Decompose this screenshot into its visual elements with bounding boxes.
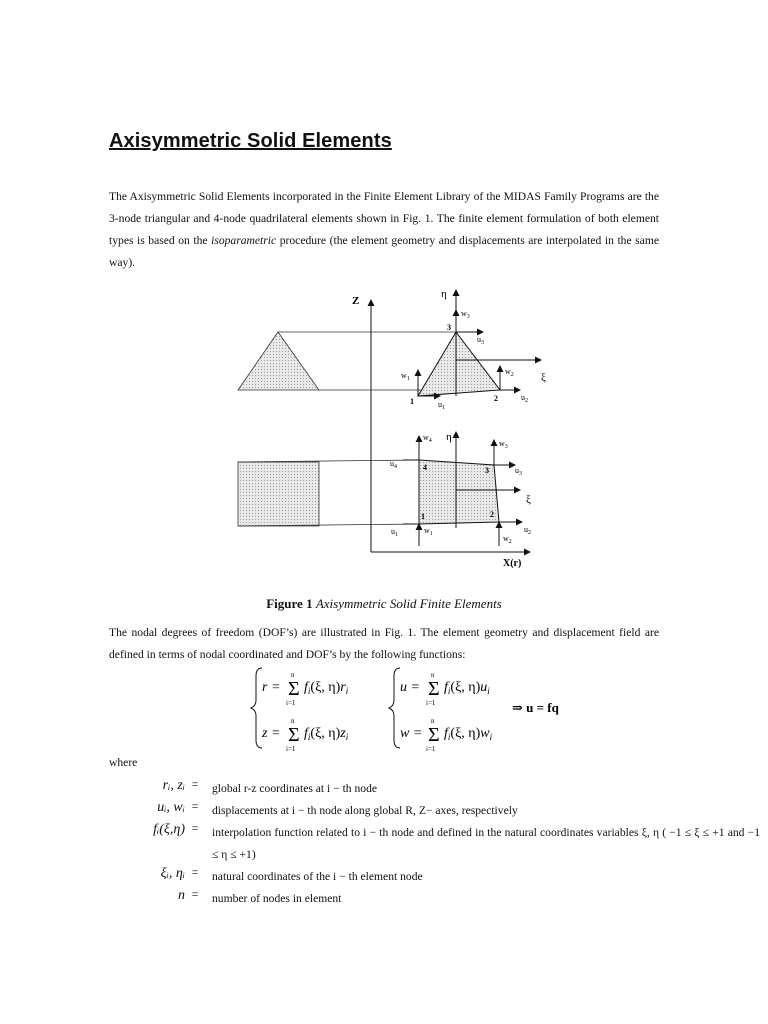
dof-paragraph: The nodal degrees of freedom (DOF’s) are illustrated in Fig. 1. The element geometry and displacement field are defined in terms of nodal coordinated and DOF’s by the following functions: bbox=[109, 626, 659, 661]
intro-text-2: procedure (the element geometry and displacements are interpolated in the same way). bbox=[109, 234, 659, 269]
svg-text:n: n bbox=[431, 717, 435, 725]
svg-text:w4: $w_4$ bbox=[423, 433, 432, 444]
svg-text:fi(ξ, η)wi: $f_i(\xi$, $\eta)w_i$ bbox=[444, 726, 493, 742]
intro-text-1: The Axisymmetric Solid Elements incorporated in the Finite Element Library of the MIDAS Family Programs are the 3-node triangular and 4-node quadrilateral elements shown in Fig. 1. The finite element formulation of both element types is based on the bbox=[109, 190, 659, 247]
where-label: where bbox=[109, 756, 138, 769]
svg-text:u2: $u_2$ bbox=[524, 525, 531, 536]
quad-left-section bbox=[238, 462, 319, 526]
svg-text:n: n bbox=[431, 671, 435, 679]
tri-xi-label: ξ bbox=[541, 372, 546, 384]
svg-text:n: n bbox=[291, 717, 295, 725]
svg-text:u =: u = bbox=[400, 680, 420, 695]
svg-text:Σ: Σ bbox=[428, 678, 440, 700]
quad-xi-label: ξ bbox=[526, 494, 531, 506]
equation-result: ⇒ u = fq bbox=[512, 700, 559, 715]
svg-text:fi(ξ, η)ri: $f_i(\xi$, $\eta)r_i$ bbox=[304, 680, 349, 696]
definition-text: global r-z coordinates at i − th node bbox=[212, 782, 378, 795]
svg-text:w2: $w_2$ bbox=[503, 534, 512, 545]
intro-italic: isoparametric bbox=[211, 234, 277, 247]
quad-node-3: 3 bbox=[485, 466, 489, 475]
tri-node-3: 3 bbox=[447, 323, 451, 332]
svg-text:Σ: Σ bbox=[288, 724, 300, 746]
svg-text:z =: z = bbox=[262, 726, 281, 741]
quad-eta-label: η bbox=[446, 431, 452, 443]
definition-text: natural coordinates of the i − th element node bbox=[212, 870, 423, 883]
svg-text:fi(ξ, η)zi: $f_i(\xi$, $\eta)z_i$ bbox=[304, 726, 349, 742]
figure-caption: Figure 1 Axisymmetric Solid Finite Elements bbox=[266, 596, 502, 611]
equation-r bbox=[262, 671, 349, 707]
svg-text:w3: $w_3$ bbox=[499, 439, 508, 450]
definition-text: number of nodes in element bbox=[212, 892, 342, 905]
svg-text:w3: $w_3$ bbox=[461, 309, 470, 320]
svg-text:i=1: i=1 bbox=[426, 699, 436, 707]
quad-node-2: 2 bbox=[490, 510, 494, 519]
svg-text:u3: $u_3$ bbox=[515, 466, 522, 477]
tri-node-2: 2 bbox=[494, 394, 498, 403]
svg-text:fi(ξ, η)ui: $f_i(\xi$, $\eta)u_i$ bbox=[444, 680, 490, 696]
definition-symbol: n bbox=[178, 888, 185, 903]
tri-left-section bbox=[238, 332, 319, 390]
definition-text: interpolation function related to i − th node and defined in the natural coordinates variables ξ, η ( −1 ≤ ξ ≤ +1 and −1 ≤ η ≤ +1) bbox=[212, 826, 760, 861]
page-title: Axisymmetric Solid Elements bbox=[109, 130, 392, 152]
svg-text:w2: $w_2$ bbox=[505, 367, 514, 378]
equation-w bbox=[400, 717, 493, 752]
svg-text:i=1: i=1 bbox=[426, 745, 436, 752]
svg-text:Σ: Σ bbox=[288, 678, 300, 700]
figure-diagram bbox=[0, 280, 768, 580]
svg-text:u2: $u_2$ bbox=[521, 393, 528, 404]
svg-text:w1: $w_1$ bbox=[424, 526, 433, 537]
svg-text:r =: r = bbox=[262, 680, 281, 695]
triangular-element bbox=[418, 332, 500, 396]
definition-symbol: fᵢ(ξ,η) bbox=[153, 822, 185, 837]
equation-u bbox=[400, 671, 490, 707]
svg-text:i=1: i=1 bbox=[286, 745, 296, 752]
intro-paragraph bbox=[109, 186, 659, 274]
definition-symbol: rᵢ, zᵢ bbox=[162, 778, 185, 793]
definition-symbol: uᵢ, wᵢ bbox=[157, 800, 185, 815]
svg-text:n: n bbox=[291, 671, 295, 679]
definition-symbol: ξᵢ, ηᵢ bbox=[160, 866, 185, 881]
tri-eta-label: η bbox=[441, 288, 447, 300]
definition-text: displacements at i − th node along global R, Z− axes, respectively bbox=[212, 804, 518, 817]
svg-text:Σ: Σ bbox=[428, 724, 440, 746]
equation-block bbox=[240, 664, 600, 752]
x-axis-label: X(r) bbox=[503, 558, 522, 569]
svg-text:w1: $w_1$ bbox=[401, 371, 410, 382]
svg-text:u1: $u_1$ bbox=[391, 527, 398, 538]
svg-text:u4: $u_4$ bbox=[390, 459, 397, 470]
tri-node-1: 1 bbox=[410, 397, 414, 406]
svg-text:u1: $u_1$ bbox=[438, 400, 445, 411]
svg-text:w =: w = bbox=[400, 726, 423, 741]
equation-z bbox=[261, 717, 349, 752]
quad-node-4: 4 bbox=[423, 463, 427, 472]
z-axis-label: Z bbox=[352, 295, 360, 307]
svg-text:u3: $u_3$ bbox=[477, 335, 484, 346]
quad-node-1: 1 bbox=[421, 512, 425, 521]
svg-text:i=1: i=1 bbox=[286, 699, 296, 707]
